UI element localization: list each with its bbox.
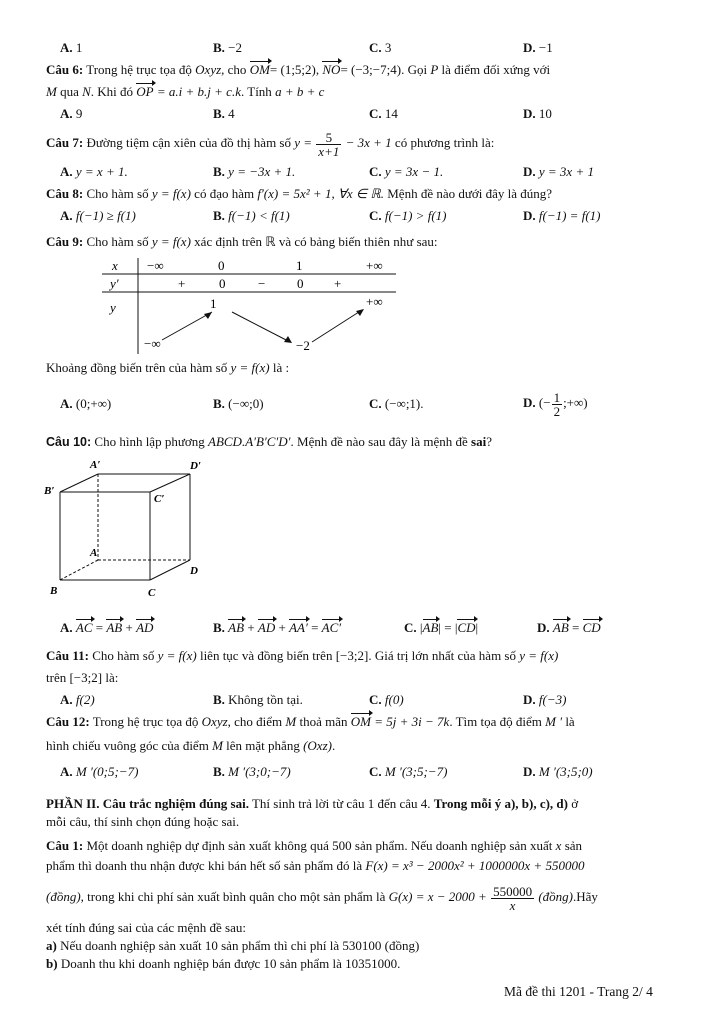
q7-fraction: $\frac{5}{x+1}$ [318,129,340,159]
vt-y-bot2: −2 [296,338,310,353]
q12-line1: Câu 12: Trong hệ trục tọa độ Oxyz, cho điểm M thoả mãn OM = 5j + 3i − 7k. Tìm tọa độ điểm M ′ là [46,714,575,729]
vt-yp-3: 0 [297,276,304,291]
q11-choice-c: C. f(0) [369,692,404,707]
q5-choice-d: D. −1 [523,40,553,55]
q6-choice-d: D. 10 [523,106,552,121]
vertex-c1: C′ [154,493,165,505]
vertex-a: A [90,547,98,559]
q12-choice-a: A. M ′(0;5;−7) [60,764,139,779]
p2q1-line1: Câu 1: Một doanh nghiệp dự định sản xuất không quá 500 sản phẩm. Nếu doanh nghiệp sản xuất x sản [46,838,583,853]
vt-x-3: +∞ [366,258,383,273]
vertex-c: C [148,587,156,599]
vt-y-top1: 1 [210,296,217,311]
vt-yp-0: + [178,276,186,291]
q6-line2: M qua N. Khi đó OP = a.i + b.j + c.k. Tính a + b + c [46,84,325,99]
q9-choice-d: D. (− $\frac{1}{2}$ ;+∞) [523,389,588,419]
vt-yp-4: + [334,276,342,291]
vt-x-2: 1 [296,258,303,273]
q11-choice-d: D. f(−3) [523,692,567,707]
q6-choice-c: C. 14 [369,106,398,121]
p2q1-line4: xét tính đúng sai của các mệnh đề sau: [46,920,246,935]
q11-line2: trên [−3;2] là: [46,670,119,685]
q5-choice-a: A. 1 [60,40,83,55]
vt-yp-label: y′ [110,276,119,291]
q9-choice-a: A. (0;+∞) [60,396,112,411]
q12-choice-c: C. M ′(3;5;−7) [369,764,448,779]
q5-choice-c: C. 3 [369,40,392,55]
q9-question: Khoảng đồng biến trên của hàm số y = f(x) là : [46,360,290,375]
cube-diagram [40,456,220,606]
vertex-d1: D′ [190,460,202,472]
q10-choice-c: C. |AB| = |CD| [404,620,479,635]
q8-choice-c: C. f(−1) > f(1) [369,208,447,223]
p2q1-line3: (đồng), trong khi chi phí sản xuất bình quân cho một sản phẩm là G(x) = x − 2000 + $\frac{550000}{x}$ (đồng).Hãy [46,883,598,913]
vt-y-label: y [110,300,116,315]
q7-choice-c: C. y = 3x − 1. [369,164,444,179]
vt-x-1: 0 [218,258,225,273]
q6-choice-a: A. 9 [60,106,83,121]
q6-line1: Câu 6: Trong hệ trục tọa độ Oxyz, cho OM= (1;5;2), NO= (−3;−7;4). Gọi P là điểm đối xứng với [46,62,551,77]
part2-line1: PHẦN II. Câu trắc nghiệm đúng sai. Thí sinh trả lời từ câu 1 đến câu 4. Trong mỗi ý a), b), c), d) ở [46,796,579,811]
q11-line1: Câu 11: Cho hàm số y = f(x) liên tục và đồng biến trên [−3;2]. Giá trị lớn nhất của hàm số y = f(x) [46,648,559,663]
vertex-b: B [50,585,58,597]
q7-choice-a: A. y = x + 1. [60,164,128,179]
q12-line2: hình chiếu vuông góc của điểm M lên mặt phẳng (Oxz). [46,738,336,753]
vt-y-bot1: −∞ [144,336,161,351]
q12-choice-b: B. M ′(3;0;−7) [213,764,291,779]
q10-choice-a: A. AC = AB + AD [60,620,154,635]
q8-choice-b: B. f(−1) < f(1) [213,208,290,223]
q6-choice-b: B. 4 [213,106,235,121]
q11-choice-a: A. f(2) [60,692,95,707]
q10-line: Câu 10: Cho hình lập phương ABCD.A′B′C′D′. Mệnh đề nào sau đây là mệnh đề sai? [46,434,492,449]
vt-x-label: x [112,258,118,273]
q9-line: Câu 9: Cho hàm số y = f(x) xác định trên ℝ và có bảng biến thiên như sau: [46,234,438,249]
vt-yp-1: 0 [219,276,226,291]
q7-choice-d: D. y = 3x + 1 [523,164,594,179]
vertex-a1: A′ [90,459,101,471]
p2q1-b: b) Doanh thu khi doanh nghiệp bán được 10 sản phẩm là 10351000. [46,956,401,971]
p2q1-a: a) Nếu doanh nghiệp sản xuất 10 sản phẩm thì chi phí là 530100 (đồng) [46,938,420,953]
p2q1-line2: phẩm thì doanh thu nhận được khi bán hết số sản phẩm đó là F(x) = x³ − 2000x² + 1000000x + 550000 [46,858,585,873]
vt-yp-2: − [258,276,266,291]
q8-line: Câu 8: Cho hàm số y = f(x) có đạo hàm f′(x) = 5x² + 1, ∀x ∈ ℝ. Mệnh đề nào dưới đây là đúng? [46,186,553,201]
vertex-d: D [190,565,198,577]
vt-y-top2: +∞ [366,294,383,309]
q9-choice-b: B. (−∞;0) [213,396,264,411]
variation-table [100,256,400,356]
page-footer: Mã đề thi 1201 - Trang 2/ 4 [504,984,653,999]
q10-choice-d: D. AB = CD [537,620,601,635]
q10-choice-b: B. AB + AD + AA′ = AC′ [213,620,342,635]
part2-line2: mỗi câu, thí sinh chọn đúng hoặc sai. [46,814,240,829]
vt-x-0: −∞ [147,258,164,273]
q11-choice-b: B. Không tồn tại. [213,692,303,707]
vertex-b1: B′ [44,485,55,497]
q5-choice-b: B. −2 [213,40,243,55]
q8-choice-a: A. f(−1) ≥ f(1) [60,208,136,223]
q8-choice-d: D. f(−1) = f(1) [523,208,601,223]
q9-choice-c: C. (−∞;1). [369,396,424,411]
q7-line: Câu 7: Đường tiệm cận xiên của đồ thị hàm số y = $\frac{5}{x+1}$ − 3x + 1 có phương trình là: [46,129,495,159]
q7-choice-b: B. y = −3x + 1. [213,164,296,179]
q12-choice-d: D. M ′(3;5;0) [523,764,593,779]
